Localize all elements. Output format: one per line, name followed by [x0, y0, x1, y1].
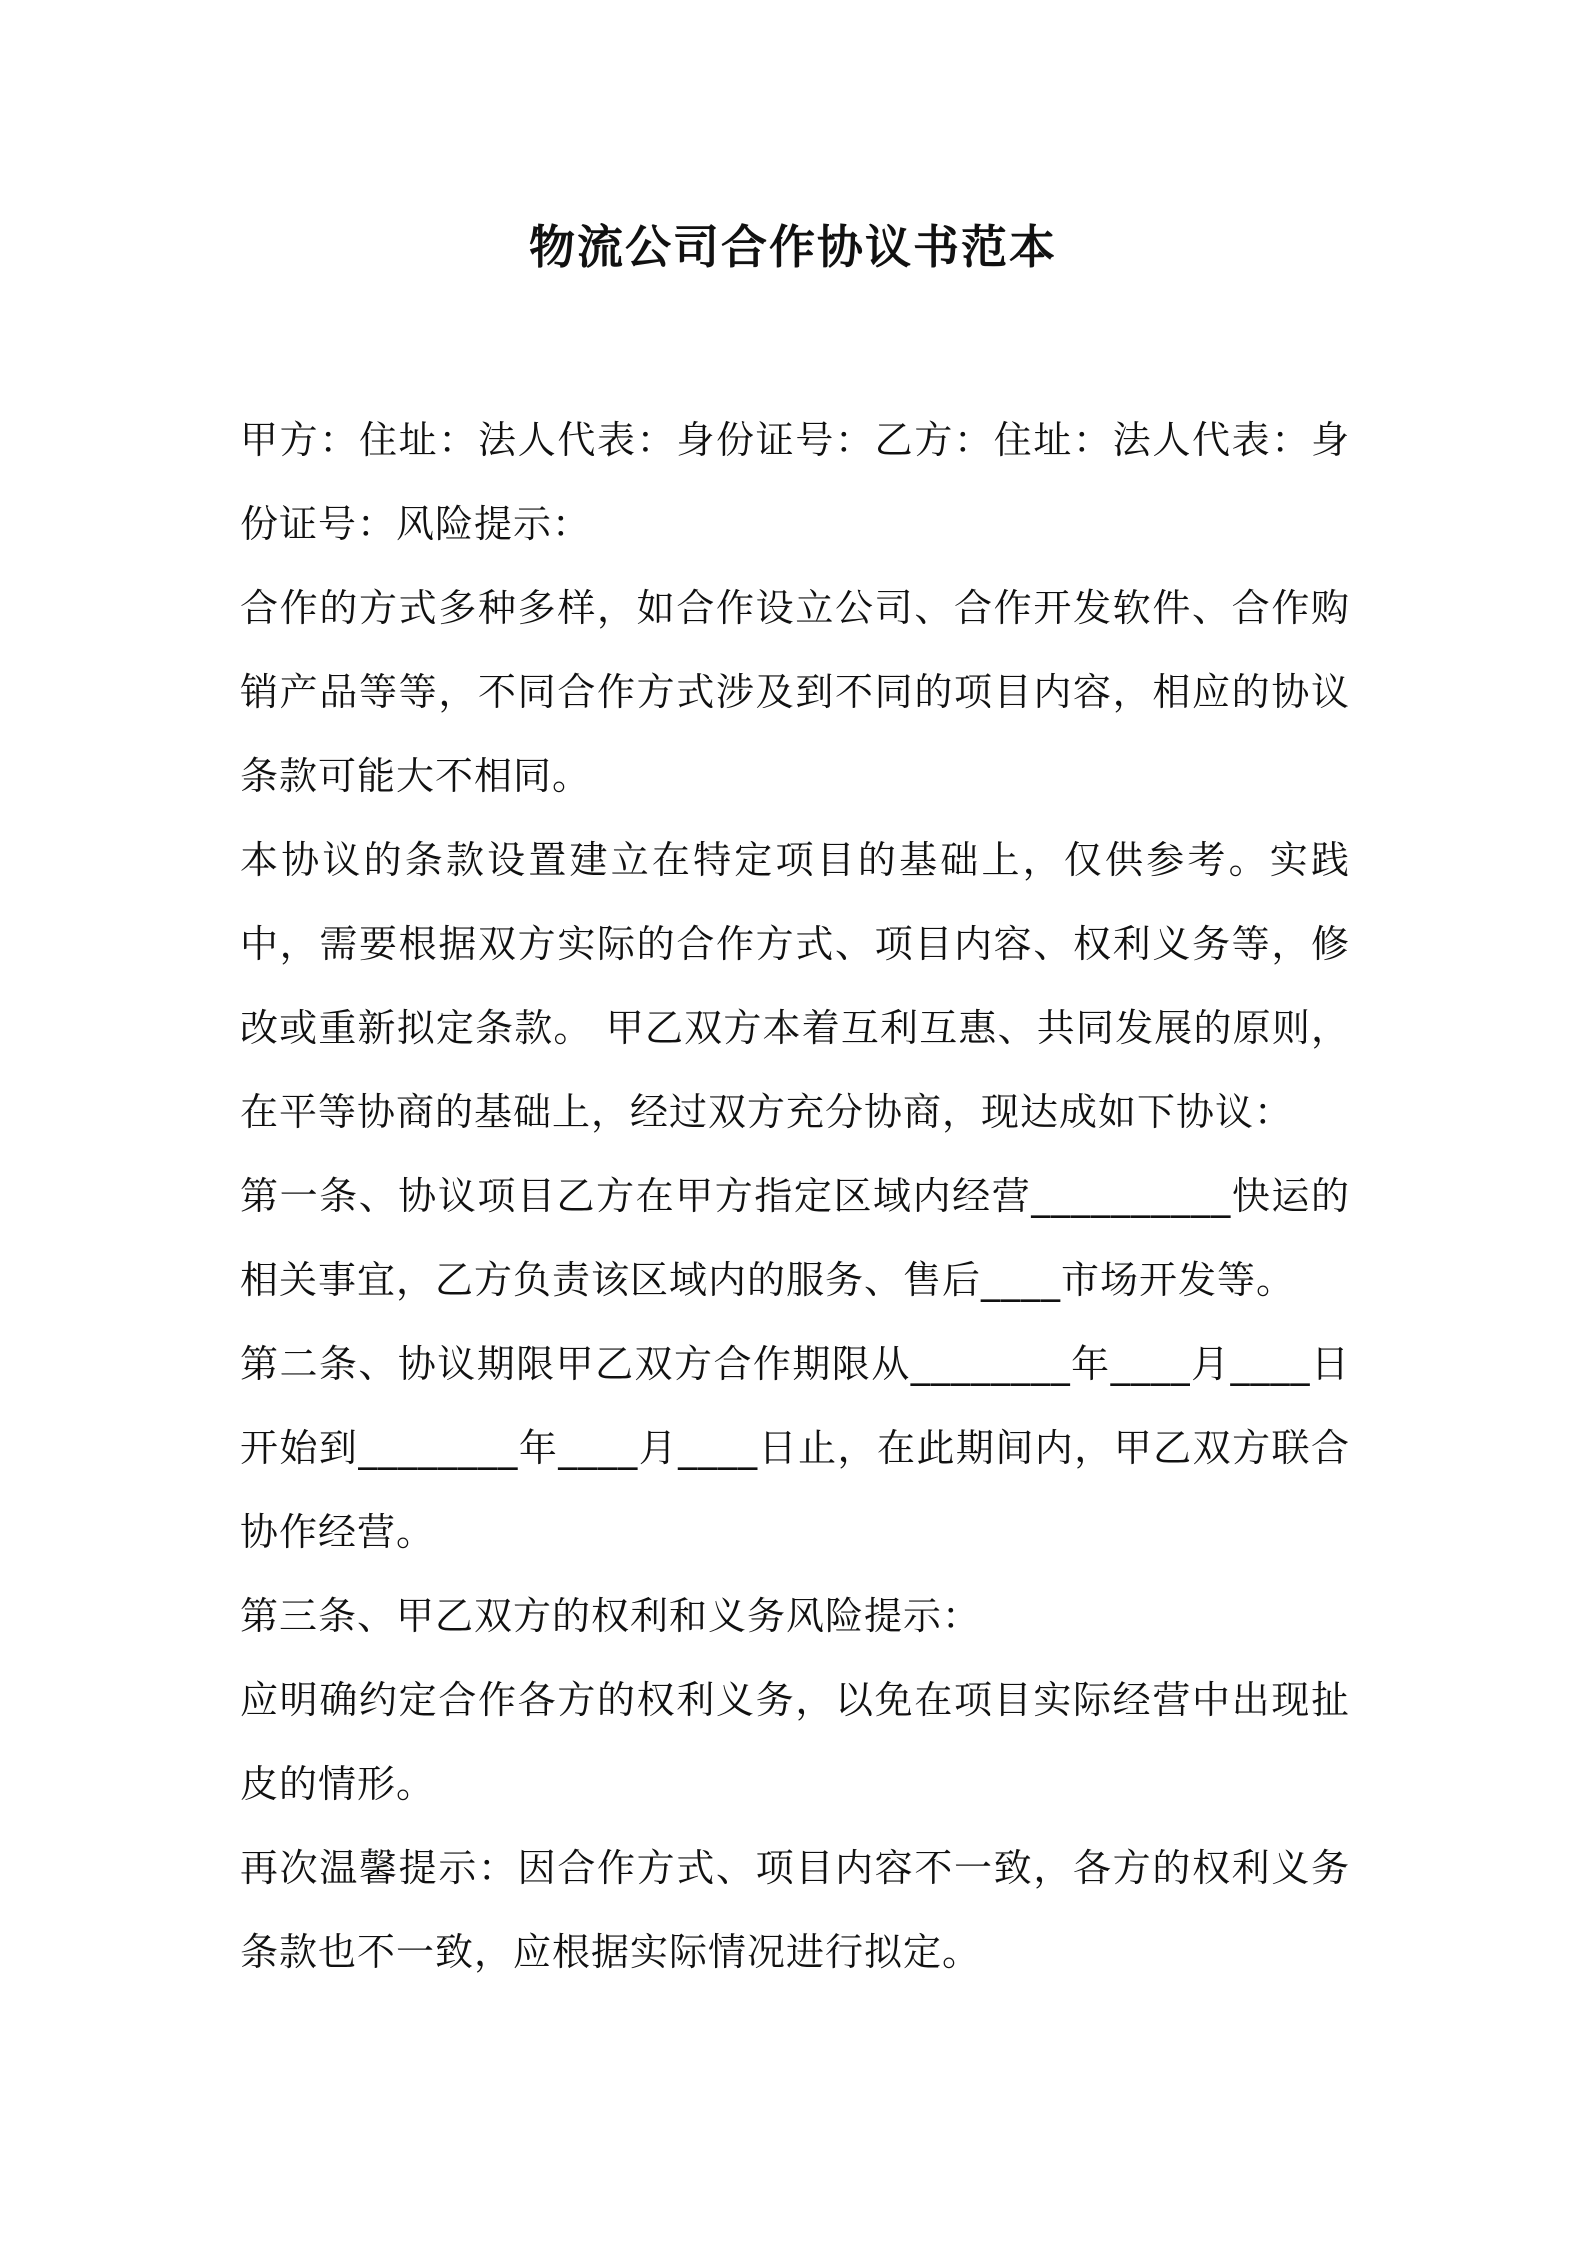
paragraph-article-3-note: 应明确约定合作各方的权利义务，以免在项目实际经营中出现扯皮的情形。	[240, 1678, 1350, 1806]
paragraph-article-1: 第一条、协议项目乙方在甲方指定区域内经营__________快运的相关事宜，乙方负责该区域内的服务、售后____市场开发等。	[240, 1174, 1350, 1302]
paragraph-article-2: 第二条、协议期限甲乙双方合作期限从________年____月____日开始到________年____月____日止，在此期间内，甲乙双方联合协作经营。	[240, 1342, 1350, 1554]
document-title: 物流公司合作协议书范本	[529, 220, 1057, 274]
paragraph-risk-note: 合作的方式多种多样，如合作设立公司、合作开发软件、合作购销产品等等，不同合作方式涉及到不同的项目内容，相应的协议条款可能大不相同。	[240, 586, 1350, 798]
paragraph-article-3-heading: 第三条、甲乙双方的权利和义务风险提示：	[240, 1594, 982, 1638]
document-body	[240, 398, 1350, 1994]
paragraph-parties: 甲方：住址：法人代表：身份证号：乙方：住址：法人代表：身份证号：风险提示：	[240, 418, 1350, 546]
paragraph-closing-reminder: 再次温馨提示：因合作方式、项目内容不一致，各方的权利义务条款也不一致，应根据实际情况进行拟定。	[240, 1846, 1350, 1974]
paragraph-reference-note: 本协议的条款设置建立在特定项目的基础上，仅供参考。实践中，需要根据双方实际的合作方式、项目内容、权利义务等，修改或重新拟定条款。 甲乙双方本着互利互惠、共同发展的原则，在平等协商的基础上，经过双方充分协商，现达成如下协议：	[240, 838, 1350, 1134]
